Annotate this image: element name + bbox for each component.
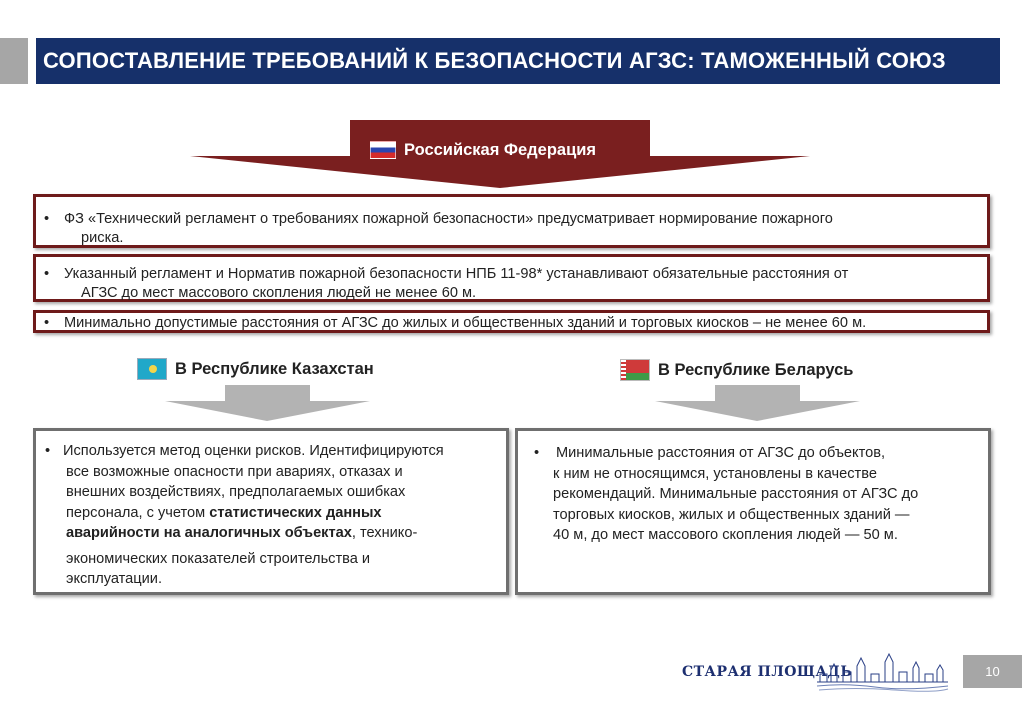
kazakhstan-line-4 — [42, 503, 502, 524]
kazakhstan-line-4-text: персонала, с учетом — [66, 504, 206, 521]
belarus-line-1: Минимальные расстояния от АГЗС до объектов, — [556, 445, 886, 461]
page-number: 10 — [963, 655, 1022, 688]
kazakhstan-bold-1: статистических данных — [209, 504, 382, 521]
bullet-icon: • — [44, 266, 50, 282]
bullet-icon: • — [534, 445, 540, 461]
kazakhstan-arrow-icon — [165, 385, 370, 421]
belarus-flag-icon — [620, 359, 650, 381]
kremlin-skyline-icon — [815, 652, 950, 692]
kazakhstan-line-2: все возможные опасности при авариях, отказах и — [66, 463, 403, 480]
belarus-heading — [620, 356, 853, 384]
bullet-icon: • — [45, 443, 51, 459]
kazakhstan-line-1: Используется метод оценки рисков. Идентифицируются — [63, 443, 444, 459]
belarus-line-5: 40 м, до мест массового скопления людей — 50 м. — [553, 527, 898, 543]
russia-bullet-2-line2: АГЗС до мест массового скопления людей не менее 60 м. — [81, 285, 477, 301]
kazakhstan-bold-2: аварийности на аналогичных объектах — [66, 525, 352, 541]
russia-bullet-1-line2: риска. — [81, 230, 124, 246]
belarus-arrow-icon — [655, 385, 860, 421]
russia-bullet-3 — [33, 310, 990, 333]
belarus-line-3: рекомендаций. Минимальные расстояния от АГЗС до — [553, 486, 919, 502]
russia-label: Российская Федерация — [404, 140, 596, 159]
logo-text: СТАРАЯ ПЛОЩАДЬ — [682, 664, 853, 680]
kazakhstan-label: В Республике Казахстан — [175, 359, 374, 378]
kazakhstan-line-6: экономических показателей строительства и — [66, 550, 371, 567]
belarus-box — [515, 428, 991, 595]
russia-bullet-1-line1: ФЗ «Технический регламент о требованиях пожарной безопасности» предусматривает нормирование пожарного — [64, 211, 833, 227]
russia-bullet-3-line1: Минимально допустимые расстояния от АГЗС до жилых и общественных зданий и торговых киосков – не менее 60 м. — [64, 315, 867, 331]
kazakhstan-line-5 — [42, 523, 502, 544]
bullet-icon: • — [44, 315, 50, 331]
slide-title: СОПОСТАВЛЕНИЕ ТРЕБОВАНИЙ К БЕЗОПАСНОСТИ АГЗС: ТАМОЖЕННЫЙ СОЮЗ — [36, 38, 1000, 84]
kazakhstan-heading — [137, 356, 374, 382]
bullet-icon: • — [44, 211, 50, 227]
kazakhstan-box — [33, 428, 509, 595]
kazakhstan-line-3: внешних воздействиях, предполагаемых ошибках — [66, 484, 406, 500]
belarus-line-2: к ним не относящимся, установлены в качестве — [553, 465, 877, 482]
russia-bullet-2-line1: Указанный регламент и Норматив пожарной безопасности НПБ 11-98* устанавливают обязательные расстояния от — [64, 266, 849, 282]
russia-flag-icon — [370, 141, 396, 159]
russia-bullet-2 — [33, 254, 990, 302]
kazakhstan-line-7: эксплуатации. — [66, 571, 162, 587]
belarus-label: В Республике Беларусь — [658, 360, 854, 379]
russia-heading — [370, 130, 650, 170]
belarus-line-4: торговых киосков, жилых и общественных зданий — — [553, 506, 910, 523]
kazakhstan-flag-icon — [137, 358, 167, 380]
russia-bullet-1 — [33, 194, 990, 248]
kazakhstan-line-5-tail: , технико- — [351, 525, 418, 541]
header-accent — [0, 38, 28, 84]
